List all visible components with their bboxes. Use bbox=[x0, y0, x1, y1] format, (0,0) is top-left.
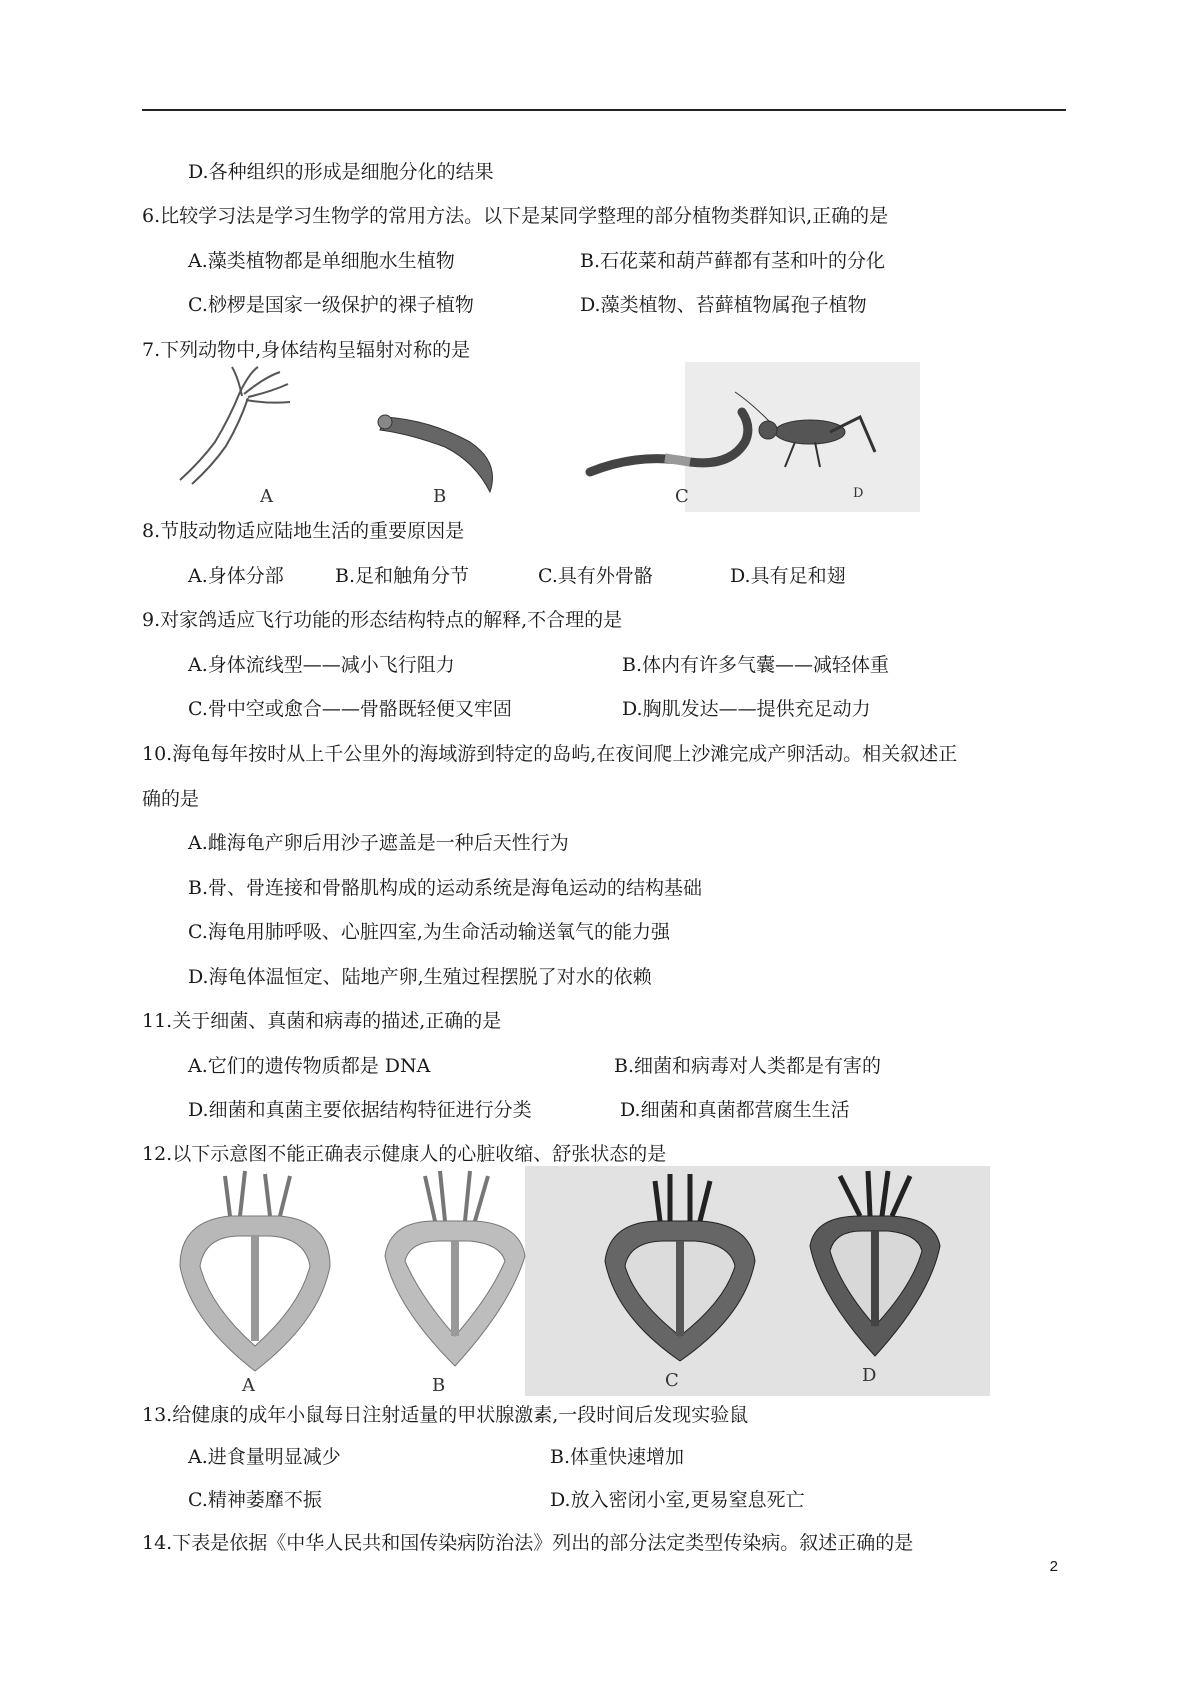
q10-stem-line1: 10.海龟每年按时从上千公里外的海域游到特定的岛屿,在夜间爬上沙滩完成产卵活动。相关叙述正 bbox=[142, 743, 958, 765]
q9-stem: 9.对家鸽适应飞行功能的形态结构特点的解释,不合理的是 bbox=[142, 609, 623, 631]
q7-stem: 7.下列动物中,身体结构呈辐射对称的是 bbox=[142, 339, 471, 361]
heart-diagram-a bbox=[180, 1171, 330, 1371]
q13-option-d: D.放入密闭小室,更易窒息死亡 bbox=[550, 1489, 805, 1511]
leech-drawing bbox=[378, 415, 493, 492]
heart-diagram-b bbox=[385, 1171, 525, 1366]
q12-label-b: B bbox=[432, 1375, 446, 1396]
q10-option-d: D.海龟体温恒定、陆地产卵,生殖过程摆脱了对水的依赖 bbox=[188, 966, 652, 988]
q10-stem-line2: 确的是 bbox=[142, 788, 200, 810]
q12-stem: 12.以下示意图不能正确表示健康人的心脏收缩、舒张状态的是 bbox=[142, 1143, 667, 1165]
q8-option-c: C.具有外骨骼 bbox=[538, 565, 653, 587]
page-number: 2 bbox=[1049, 1558, 1058, 1575]
q12-heart-figure bbox=[170, 1166, 990, 1396]
q13-stem: 13.给健康的成年小鼠每日注射适量的甲状腺激素,一段时间后发现实验鼠 bbox=[142, 1404, 749, 1426]
q6-option-d: D.藻类植物、苔藓植物属孢子植物 bbox=[580, 294, 867, 316]
q10-option-b: B.骨、骨连接和骨骼肌构成的运动系统是海龟运动的结构基础 bbox=[188, 877, 703, 899]
q6-option-b: B.石花菜和葫芦藓都有茎和叶的分化 bbox=[580, 250, 886, 272]
q13-option-c: C.精神萎靡不振 bbox=[188, 1489, 322, 1511]
q7-label-c: C bbox=[675, 486, 689, 507]
q12-label-c: C bbox=[665, 1370, 679, 1391]
q8-option-a: A.身体分部 bbox=[188, 565, 284, 587]
q8-option-b: B.足和触角分节 bbox=[335, 565, 470, 587]
q13-option-b: B.体重快速增加 bbox=[550, 1446, 685, 1468]
q5-option-d: D.各种组织的形成是细胞分化的结果 bbox=[188, 161, 494, 183]
q9-option-c: C.骨中空或愈合——骨骼既轻便又牢固 bbox=[188, 698, 512, 720]
q10-option-c: C.海龟用肺呼吸、心脏四室,为生命活动输送氧气的能力强 bbox=[188, 921, 670, 943]
q8-option-d: D.具有足和翅 bbox=[730, 565, 846, 587]
q7-label-d: D bbox=[853, 486, 864, 501]
q9-option-a: A.身体流线型——减小飞行阻力 bbox=[188, 654, 455, 676]
q9-option-d: D.胸肌发达——提供充足动力 bbox=[622, 698, 871, 720]
q14-stem: 14.下表是依据《中华人民共和国传染病防治法》列出的部分法定类型传染病。叙述正确的是 bbox=[142, 1532, 914, 1554]
q7-animals-figure bbox=[170, 362, 920, 512]
header-rule bbox=[142, 109, 1066, 111]
q9-option-b: B.体内有许多气囊——减轻体重 bbox=[622, 654, 890, 676]
q11-option-b: B.细菌和病毒对人类都是有害的 bbox=[614, 1055, 882, 1077]
hydra-drawing bbox=[180, 367, 290, 484]
q11-option-a: A.它们的遗传物质都是 DNA bbox=[188, 1055, 431, 1077]
q13-option-a: A.进食量明显减少 bbox=[188, 1446, 341, 1468]
q11-option-d: D.细菌和真菌都营腐生生活 bbox=[620, 1099, 850, 1121]
q11-stem: 11.关于细菌、真菌和病毒的描述,正确的是 bbox=[142, 1010, 502, 1032]
q12-label-d: D bbox=[862, 1365, 877, 1386]
q8-stem: 8.节肢动物适应陆地生活的重要原因是 bbox=[142, 520, 465, 542]
q6-stem: 6.比较学习法是学习生物学的常用方法。以下是某同学整理的部分植物类群知识,正确的是 bbox=[142, 205, 889, 227]
q12-label-a: A bbox=[242, 1375, 255, 1396]
q11-option-c: D.细菌和真菌主要依据结构特征进行分类 bbox=[188, 1099, 532, 1121]
q6-option-a: A.藻类植物都是单细胞水生植物 bbox=[188, 250, 455, 272]
q7-label-a: A bbox=[260, 486, 273, 507]
q10-option-a: A.雌海龟产卵后用沙子遮盖是一种后天性行为 bbox=[188, 832, 569, 854]
q7-label-b: B bbox=[433, 486, 447, 507]
q6-option-c: C.桫椤是国家一级保护的裸子植物 bbox=[188, 294, 474, 316]
